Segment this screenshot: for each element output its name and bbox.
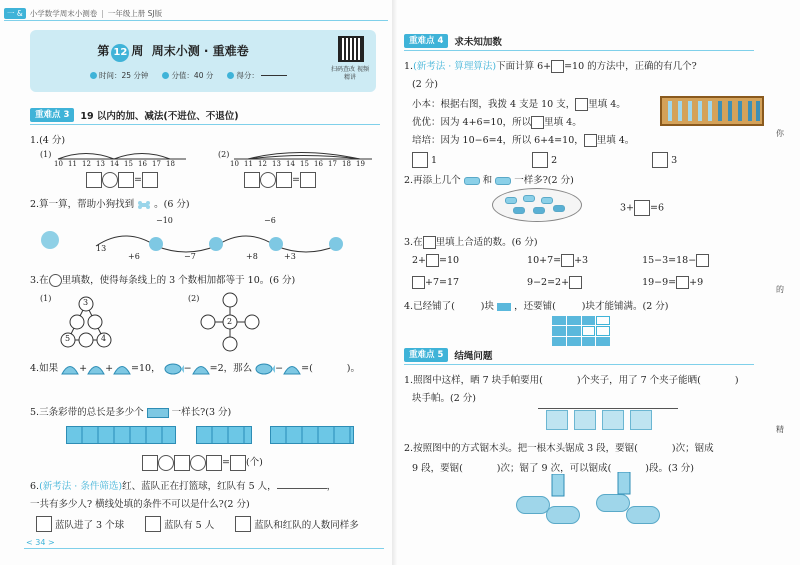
puzzle-a-right: 4 bbox=[101, 334, 107, 343]
puzzle-a-left: 5 bbox=[65, 334, 71, 343]
answer-box[interactable] bbox=[244, 172, 260, 188]
q4-2-equation: 3+ =6 bbox=[620, 200, 664, 216]
page-title: 第 12 周 周末小测 · 重难卷 bbox=[30, 42, 316, 62]
tick-label: 12 bbox=[82, 160, 91, 168]
score-blank[interactable] bbox=[261, 75, 287, 76]
option-c[interactable]: 蓝队和红队的人数同样多 bbox=[235, 516, 359, 532]
dog-path-figure bbox=[36, 214, 366, 266]
q3-1b-label: (2) bbox=[218, 150, 230, 159]
log-figure bbox=[596, 494, 630, 512]
tick-label: 11 bbox=[244, 160, 253, 168]
top-bar: 一 & 小学数学周末小测卷 | 一年级上册 SJ版 bbox=[4, 6, 162, 20]
q3-2-text: 2.算一算，帮助小狗找到 。(6 分) bbox=[30, 199, 190, 210]
section-5-rule bbox=[404, 364, 754, 365]
tick-label: 19 bbox=[356, 160, 365, 168]
answer-box[interactable] bbox=[426, 254, 439, 267]
q3-4-text: 4.如果 + + =10， − =2，那么 − =( )。 bbox=[30, 363, 361, 374]
margin-char: 的 bbox=[776, 285, 784, 294]
section-5-tag: 重难点 5 bbox=[404, 348, 448, 362]
handkerchief bbox=[630, 410, 652, 430]
tick-label: 15 bbox=[300, 160, 309, 168]
shell-icon bbox=[113, 363, 131, 375]
answer-box[interactable] bbox=[206, 455, 222, 471]
tick-label: 10 bbox=[230, 160, 239, 168]
q4-1-line-a: 小本：根据右图，我拨 4 支是 10 支， 里填 4。 bbox=[412, 99, 626, 110]
clock-icon bbox=[90, 72, 97, 79]
number-line-b bbox=[228, 148, 378, 172]
section-3-rule bbox=[30, 124, 380, 125]
puzzle-b-center: 2 bbox=[227, 317, 233, 326]
handkerchief bbox=[546, 410, 568, 430]
path-start: 13 bbox=[96, 244, 107, 253]
option-3[interactable]: 3 bbox=[652, 152, 677, 168]
option-a[interactable]: 蓝队进了 3 个球 bbox=[36, 516, 124, 532]
ribbon-3 bbox=[270, 426, 354, 444]
q3-5-text: 5.三条彩带的总长是多少个 一样长?(3 分) bbox=[30, 407, 232, 418]
q4-1-score: (2 分) bbox=[412, 79, 438, 90]
path-op-2: −7 bbox=[184, 252, 196, 261]
handkerchief bbox=[574, 410, 596, 430]
shell-icon bbox=[61, 363, 79, 375]
edition-label: 一年级上册 SJ版 bbox=[107, 8, 163, 18]
q4-1-line-b: 优优：因为 4+6=10，所以 里填 4。 bbox=[412, 117, 582, 128]
log-figure bbox=[516, 496, 550, 514]
number-line-b-ticks bbox=[230, 160, 370, 168]
tick-label: 13 bbox=[96, 160, 105, 168]
tick-label: 16 bbox=[314, 160, 323, 168]
tick-label: 13 bbox=[272, 160, 281, 168]
time-info: 时间：25 分钟 bbox=[90, 70, 148, 81]
answer-box[interactable] bbox=[569, 276, 582, 289]
week-badge: 12 bbox=[111, 44, 129, 62]
ribbon-1 bbox=[66, 426, 176, 444]
candy-icon bbox=[495, 177, 511, 185]
answer-box[interactable] bbox=[174, 455, 190, 471]
clothesline bbox=[538, 408, 678, 409]
tick-label: 14 bbox=[286, 160, 295, 168]
tick-label: 18 bbox=[166, 160, 175, 168]
series-tag: 一 & bbox=[4, 8, 26, 19]
section-3-title: 19 以内的加、减法(不进位、不退位) bbox=[80, 111, 239, 122]
star-icon bbox=[162, 72, 169, 79]
section-3-header bbox=[30, 108, 239, 122]
qr-code-icon[interactable] bbox=[338, 36, 364, 62]
q5-1-text: 1.照图中这样，晒 7 块手帕要用( )个夹子，用了 7 个夹子能晒( ) bbox=[404, 375, 739, 386]
q3-6-line2: 一共有多少人? 横线处填的条件不可以是什么?(2 分) bbox=[30, 499, 250, 510]
q4-2-text: 2.再添上几个 和 一样多?(2 分) bbox=[404, 175, 574, 186]
got-score: 得分： bbox=[227, 70, 287, 81]
pen-icon bbox=[227, 72, 234, 79]
abacus-figure bbox=[660, 96, 764, 126]
score-info: 分值：40 分 bbox=[162, 70, 213, 81]
answer-box[interactable] bbox=[276, 172, 292, 188]
ribbon-unit-icon bbox=[147, 408, 169, 418]
answer-box[interactable] bbox=[300, 172, 316, 188]
series-name: 小学数学周末小测卷 bbox=[29, 8, 98, 18]
margin-char: 精 bbox=[776, 425, 784, 434]
answer-box[interactable] bbox=[118, 172, 134, 188]
candy-dish bbox=[492, 188, 582, 222]
section-4-rule bbox=[404, 50, 754, 51]
tick-label: 14 bbox=[110, 160, 119, 168]
tick-label: 17 bbox=[152, 160, 161, 168]
top-rule bbox=[4, 20, 388, 21]
answer-box[interactable] bbox=[142, 455, 158, 471]
bone-icon bbox=[137, 199, 151, 211]
candy-icon bbox=[464, 177, 480, 185]
answer-box[interactable] bbox=[676, 276, 689, 289]
tick-label: 15 bbox=[124, 160, 133, 168]
shell-icon bbox=[283, 363, 301, 375]
q5-2-line2: 9 段，要锯( )次；锯了 9 次，可以锯成( )段。(3 分) bbox=[412, 463, 694, 474]
path-op-3: +8 bbox=[246, 252, 258, 261]
shell-icon bbox=[87, 363, 105, 375]
dog-icon bbox=[41, 231, 59, 249]
q5-1-line2: 块手帕。(2 分) bbox=[412, 393, 476, 404]
fish-icon bbox=[164, 363, 184, 375]
q3-6-text: 6.(新考法 · 条件筛选)红、蓝队正在打篮球，红队有 5 人， ， bbox=[30, 481, 337, 492]
answer-box[interactable] bbox=[230, 455, 246, 471]
q3-3b-label: (2) bbox=[188, 294, 200, 303]
path-top-op-1: −10 bbox=[156, 216, 173, 225]
q3-6-options bbox=[36, 516, 377, 535]
tick-label: 12 bbox=[258, 160, 267, 168]
page-gutter bbox=[392, 0, 398, 565]
tick-label: 11 bbox=[68, 160, 77, 168]
saw-icon bbox=[614, 472, 634, 496]
option-2[interactable]: 2 bbox=[532, 152, 557, 168]
q3-1a-equation: = bbox=[86, 172, 158, 188]
answer-box[interactable] bbox=[86, 172, 102, 188]
tick-label: 18 bbox=[342, 160, 351, 168]
right-margin bbox=[768, 0, 792, 565]
q5-2-text: 2.按照图中的方式锯木头。把一根木头锯成 3 段，要锯( )次；锯成 bbox=[404, 443, 714, 454]
log-figure bbox=[626, 506, 660, 524]
q4-3-row-1: 2+ =10 10+7= +3 15−3=18− bbox=[412, 254, 709, 267]
qr-caption: 扫码查改 视频精讲 bbox=[331, 66, 369, 81]
header-meta bbox=[90, 70, 287, 81]
option-b[interactable]: 蓝队有 5 人 bbox=[145, 516, 214, 532]
path-op-4: +3 bbox=[284, 252, 296, 261]
fish-icon bbox=[255, 363, 275, 375]
answer-box[interactable] bbox=[696, 254, 709, 267]
tile-grid-figure bbox=[552, 316, 610, 346]
answer-circle-example bbox=[49, 274, 62, 287]
section-5-title: 结绳问题 bbox=[454, 351, 493, 362]
q3-1b-equation: = bbox=[244, 172, 316, 188]
header-card bbox=[30, 30, 376, 92]
log-figure bbox=[546, 506, 580, 524]
tick-label: 10 bbox=[54, 160, 63, 168]
q4-3-row-2: +7=17 9−2=2+ 19−9= +9 bbox=[412, 276, 703, 289]
number-line-a bbox=[52, 148, 192, 172]
handkerchief bbox=[602, 410, 624, 430]
q4-3-text: 3.在 里填上合适的数。(6 分) bbox=[404, 237, 538, 248]
operator-circle[interactable] bbox=[102, 172, 118, 188]
q4-1-options bbox=[412, 152, 695, 171]
tick-label: 17 bbox=[328, 160, 337, 168]
section-3-tag: 重难点 3 bbox=[30, 108, 74, 122]
answer-box[interactable] bbox=[561, 254, 574, 267]
condition-blank[interactable] bbox=[277, 488, 327, 489]
tick-label: 16 bbox=[138, 160, 147, 168]
answer-box[interactable] bbox=[412, 276, 425, 289]
ribbon-2 bbox=[196, 426, 252, 444]
operator-circle[interactable] bbox=[260, 172, 276, 188]
q4-4-text: 4.已经铺了( )块 ，还要铺( )块才能铺满。(2 分) bbox=[404, 301, 669, 312]
q4-1-line-c: 培培：因为 10−6=4，所以 6+4=10， 里填 4。 bbox=[412, 135, 635, 146]
puzzle-a-top: 3 bbox=[83, 298, 89, 307]
path-op-1: +6 bbox=[128, 252, 140, 261]
section-5-header bbox=[404, 348, 492, 362]
q3-3a-label: (1) bbox=[40, 294, 52, 303]
operator-circle[interactable] bbox=[190, 455, 206, 471]
answer-box bbox=[551, 60, 564, 73]
q3-1-label: 1.(4 分) bbox=[30, 135, 66, 146]
page-number: < 34 > bbox=[26, 538, 55, 547]
answer-box[interactable] bbox=[142, 172, 158, 188]
section-4-tag: 重难点 4 bbox=[404, 34, 448, 48]
answer-box[interactable] bbox=[634, 200, 650, 216]
operator-circle[interactable] bbox=[158, 455, 174, 471]
section-4-header bbox=[404, 34, 502, 48]
saw-icon bbox=[548, 474, 568, 498]
shell-icon bbox=[192, 363, 210, 375]
q3-3-text: 3.在 里填数，使得每条线上的 3 个数相加都等于 10。(6 分) bbox=[30, 275, 296, 286]
q4-1-text: 1.(新考法 · 算理算法)下面计算 6+ =10 的方法中，正确的有几个? bbox=[404, 61, 697, 72]
footer-rule bbox=[24, 548, 384, 549]
q3-5-equation: = (个) bbox=[142, 454, 263, 471]
q3-1a-label: (1) bbox=[40, 150, 52, 159]
tile-icon bbox=[497, 303, 511, 311]
number-line-a-ticks bbox=[54, 160, 180, 168]
path-top-op-2: −6 bbox=[264, 216, 276, 225]
section-4-title: 求未知加数 bbox=[454, 37, 502, 48]
margin-char: 你 bbox=[776, 129, 784, 138]
option-1[interactable]: 1 bbox=[412, 152, 437, 168]
